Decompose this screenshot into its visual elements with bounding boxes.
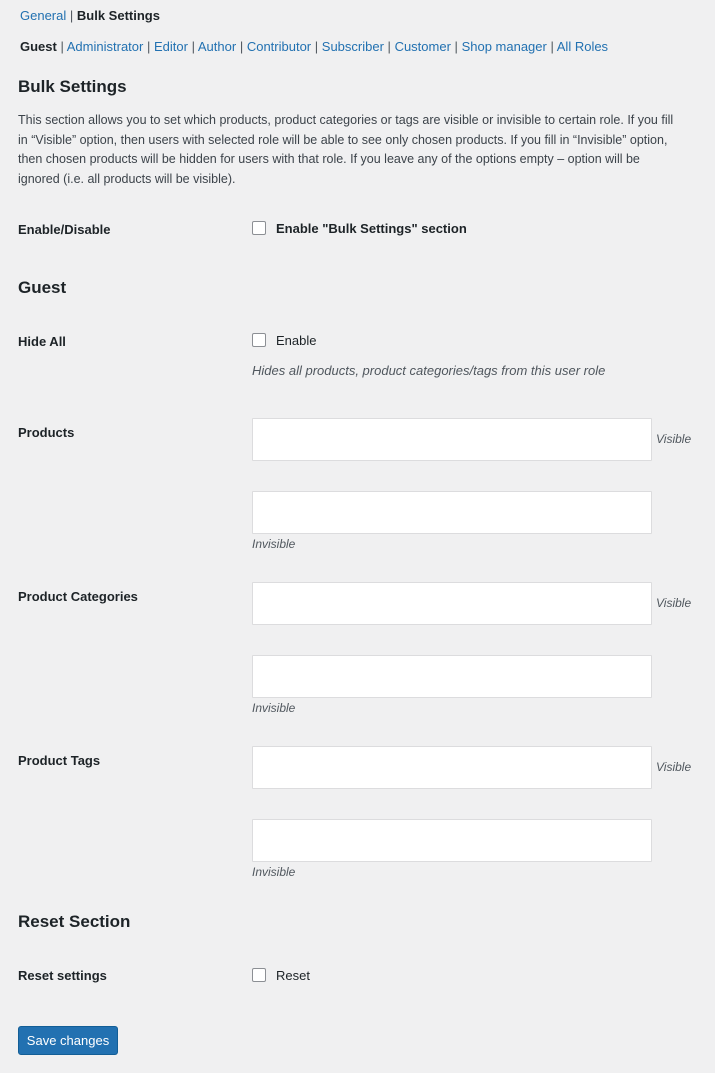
categories-invisible-text: Invisible bbox=[252, 701, 296, 715]
enable-bulk-checkbox[interactable] bbox=[252, 221, 266, 235]
tags-invisible-input[interactable] bbox=[252, 819, 652, 862]
role-separator: | bbox=[191, 39, 195, 54]
role-tab-shop-manager[interactable]: Shop manager bbox=[461, 39, 547, 54]
products-label: Products bbox=[18, 425, 75, 440]
categories-invisible-input[interactable] bbox=[252, 655, 652, 698]
role-separator: | bbox=[60, 39, 64, 54]
tab-bulk-settings: Bulk Settings bbox=[76, 8, 160, 23]
role-separator: | bbox=[387, 39, 391, 54]
enable-disable-label: Enable/Disable bbox=[18, 222, 111, 237]
product-categories-label: Product Categories bbox=[18, 589, 138, 604]
role-tabs bbox=[20, 39, 608, 55]
enable-bulk-checkbox-label[interactable]: Enable "Bulk Settings" section bbox=[276, 221, 467, 236]
role-tab-guest: Guest bbox=[20, 39, 57, 54]
products-invisible-text: Invisible bbox=[252, 537, 296, 551]
bulk-settings-description: This section allows you to set which products, product categories or tags are visible or invisible to certain role. If you fill in “Visible” option, then users with selected role will be able to see only chosen products. If you fill in “Invisible” option, then chosen products will be hidden for users with that role. If you leave any of the options empty – option will be ignored (i.e. all products will be visible). bbox=[18, 113, 674, 186]
reset-settings-label: Reset settings bbox=[18, 968, 107, 983]
products-invisible-input[interactable] bbox=[252, 491, 652, 534]
role-tab-all-roles[interactable]: All Roles bbox=[556, 39, 609, 54]
role-separator: | bbox=[314, 39, 319, 54]
categories-visible-input[interactable] bbox=[252, 582, 652, 625]
hide-all-checkbox[interactable] bbox=[252, 333, 266, 347]
role-separator: | bbox=[146, 39, 151, 54]
product-tags-label: Product Tags bbox=[18, 753, 101, 768]
tags-invisible-text: Invisible bbox=[252, 865, 296, 879]
reset-section-heading: Reset Section bbox=[18, 912, 131, 931]
role-tab-editor[interactable]: Editor bbox=[153, 39, 188, 54]
save-changes-button[interactable]: Save changes bbox=[18, 1026, 118, 1055]
role-separator: | bbox=[550, 39, 554, 54]
hide-all-checkbox-label[interactable]: Enable bbox=[276, 333, 317, 348]
role-tab-administrator[interactable]: Administrator bbox=[66, 39, 144, 54]
tab-general[interactable]: General bbox=[20, 8, 67, 23]
top-tabs bbox=[20, 8, 160, 24]
role-tab-customer[interactable]: Customer bbox=[394, 39, 451, 54]
guest-heading: Guest bbox=[18, 278, 67, 297]
hide-all-label: Hide All bbox=[18, 334, 66, 349]
tab-separator: | bbox=[69, 8, 74, 23]
role-tab-subscriber[interactable]: Subscriber bbox=[321, 39, 384, 54]
role-tab-author[interactable]: Author bbox=[197, 39, 237, 54]
tags-visible-input[interactable] bbox=[252, 746, 652, 789]
reset-checkbox[interactable] bbox=[252, 968, 266, 982]
reset-checkbox-label[interactable]: Reset bbox=[276, 968, 310, 983]
role-tab-contributor[interactable]: Contributor bbox=[246, 39, 312, 54]
tags-visible-text: Visible bbox=[656, 760, 692, 774]
products-visible-text: Visible bbox=[656, 432, 692, 446]
categories-visible-text: Visible bbox=[656, 596, 692, 610]
products-visible-input[interactable] bbox=[252, 418, 652, 461]
role-separator: | bbox=[454, 39, 458, 54]
hide-all-help: Hides all products, product categories/tags from this user role bbox=[252, 363, 606, 378]
bulk-settings-heading: Bulk Settings bbox=[18, 77, 127, 96]
role-separator: | bbox=[239, 39, 244, 54]
